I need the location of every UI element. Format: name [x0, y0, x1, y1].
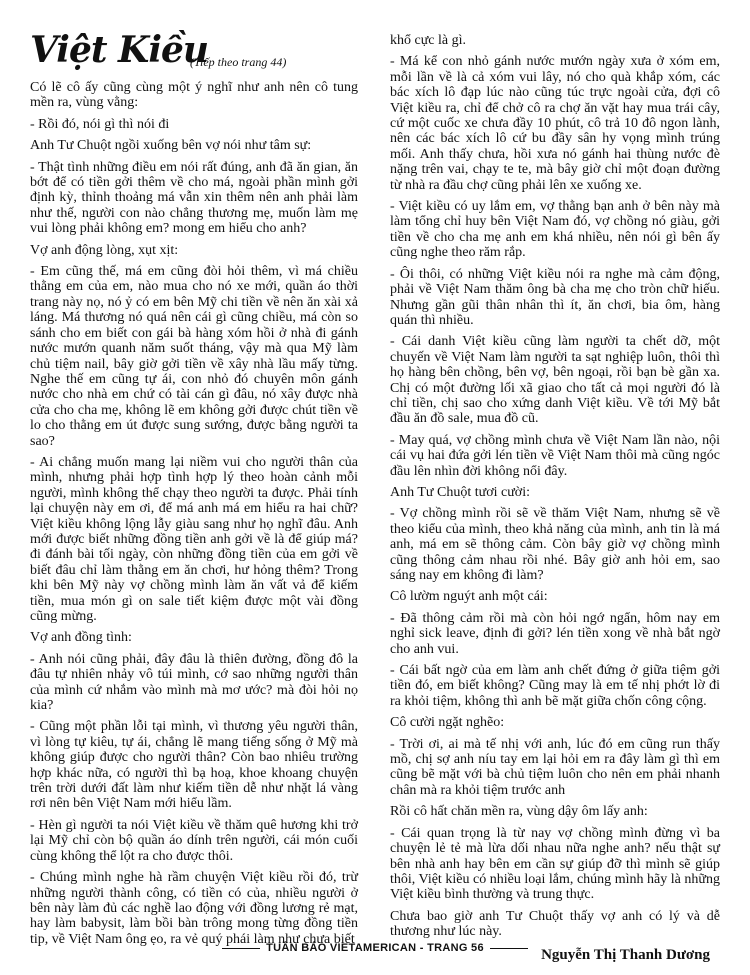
paragraph: - May quá, vợ chồng mình chưa về Việt Nam lần nào, nội cái vụ hai đứa gởi lén tiền về Việt Nam thôi mà cũng ngóc đầu lên nhìn đời không nổi đây. [390, 432, 720, 479]
paragraph: - Trời ơi, ai mà tế nhị với anh, lúc đó em cũng run thấy mồ, chị sợ anh níu tay em lại hỏi em ra đây làm gì thì em cũng bẽ mặt với bà chủ tiệm luôn cho nên em phải nhanh chân mà ra khỏi tiệm trước anh [390, 736, 720, 798]
paragraph: - Cũng một phần lỗi tại mình, vì thương yêu người thân, vì lòng tự kiêu, tự ái, chẳng lẽ mang tiếng sống ở Mỹ mà không giúp được cho người thân? Còn bao nhiêu trường hợp khác nữa, có người thì bạ hoạ, khoe khoang chuyện trên trời dưới đất làm như kiếm tiền dễ như nhặt lá vàng rơi nên bên Việt Nam mới hiểu lầm. [30, 719, 358, 812]
paragraph: Có lẽ cô ấy cũng cùng một ý nghĩ như anh nên cô tung mền ra, vùng vằng: [30, 80, 358, 111]
footer-rule-right [490, 948, 528, 949]
paragraph: Rồi cô hất chăn mền ra, vùng dậy ôm lấy anh: [390, 804, 648, 820]
article-column-left [30, 80, 358, 953]
paragraph: - Cái bất ngờ của em làm anh chết đứng ở giữa tiệm gởi tiền đó, em biết không? Cũng may là em tế nhị phớt lờ đi ra khỏi tiệm, không thì anh bẽ mặt giữa chốn công cộng. [390, 663, 720, 709]
author-signature: Nguyễn Thị Thanh Dương [541, 946, 710, 963]
paragraph: - Việt kiều có uy lắm em, vợ thằng bạn anh ở bên này mà làm tổng chỉ huy bên Việt Nam đó, vợ chồng nó giàu, gởi tiền về cho cha mẹ anh em khá nhiều, nên nói gì bên ấy cũng nghe theo răm rắp. [390, 199, 720, 261]
footer-text: TUẦN BÁO VIETAMERICAN - TRANG 56 [266, 942, 484, 954]
paragraph: Vợ anh đồng tình: [30, 630, 132, 646]
page-footer [0, 942, 750, 954]
paragraph: - Ôi thôi, có những Việt kiều nói ra nghe mà cảm động, phải về Việt Nam thăm ông bà cha mẹ cho tròn chữ hiếu. Nhưng gần gũi thân nhân thì ít, ăn chơi, bia ôm, hàng quán thì nhiều. [390, 266, 720, 328]
paragraph: - Em cũng thế, má em cũng đòi hỏi thêm, vì má chiều thằng em của em, nào mua cho nó xe mới, quần áo thời trang này nọ, nó ỷ có em bên Mỹ chi tiền về nên ăn xài xả láng. Má thương nó quá nên cái gì cũng chiều, má còn so sánh cho em biết con gái bà hàng xóm hồi ở nhà đi gánh nước mướn quanh năm suốt tháng, vậy mà qua Mỹ làm chủ tiệm nail, bây giờ gởi tiền về xây nhà lầu mấy từng. Nghe thế em cũng tự ái, con nhỏ đó chuyên môn gánh nước cho nhà em chứ có tài cán gì đâu, nó xây được nhà cửa cho cha mẹ, không lẽ em không gởi được chút tiền về lo cho thằng em út được sung sướng, được bằng người ta sao? [30, 264, 358, 449]
continued-note: (Tiếp theo trang 44) [190, 55, 287, 69]
paragraph: - Cái quan trọng là từ nay vợ chồng mình đừng vì ba chuyện lẻ tẻ mà lừa dối nhau nữa nghe anh? nếu thật sự bên nhà anh hay bên em cần sự giúp đỡ thì mình sẽ giúp thôi, Việt kiều có nhiều loại lắm, chúng mình hãy là những Việt kiều bình thường và trung thực. [390, 825, 720, 903]
paragraph: Cô cười ngặt nghẽo: [390, 715, 505, 731]
paragraph: Vợ anh động lòng, xụt xịt: [30, 242, 179, 258]
paragraph: khổ cực là gì. [390, 33, 467, 48]
footer-rule-left [222, 948, 260, 949]
paragraph: Chưa bao giờ anh Tư Chuột thấy vợ anh có lý và dễ thương như lúc này. [390, 908, 720, 940]
paragraph: - Rồi đó, nói gì thì nói đi [30, 116, 170, 132]
paragraph: - Đã thông cảm rồi mà còn hỏi ngớ ngẩn, hôm nay em nghỉ sick leave, định đi gởi? lén tiền xong về nhà bắt ngờ cho anh vui. [390, 610, 720, 657]
article-column-right [390, 33, 720, 963]
paragraph: - Chúng mình nghe hà rầm chuyện Việt kiều rồi đó, trừ những người thành công, có tiền có của, nhiều người ở bên này làm đủ các nghề lao động với đồng lương rẻ mạt, hay làm babysit, làm bồi bàn trông mong từng đồng tiền tip, về Việt Nam ông ẹo, ra vẻ quý phái làm như chưa biết [30, 870, 358, 947]
paragraph: Anh Tư Chuột ngồi xuống bên vợ nói như tâm sự: [30, 138, 312, 154]
paragraph: - Cái danh Việt kiều cũng làm người ta chết dỡ, một chuyến về Việt Nam làm người ta sạt nghiệp luôn, thôi thì họ hàng bên chồng, bên vợ, bên ngoại, rồi bạn bè gần xa. Chị có một đường lối xã giao cho tất cả mọi người đó là chỉ tiền, chị sao cho xứng danh Việt kiều. Về tới Mỹ bắt đầu ăn đồ sale, mua đồ cũ. [390, 334, 720, 427]
paragraph: - Ai chẳng muốn mang lại niềm vui cho người thân của mình, nhưng phải hợp tình hợp lý theo hoàn cảnh mỗi người, mình không thể chạy theo người ta được. Phải tính lại chuyện này em ơi, để má anh má em hiểu ra hai chữ? Việt kiều không lộng lẫy giàu sang như họ nghĩ đâu. Anh mới được biết những đồng tiền anh gởi về là để giúp má? đi đánh bài tối ngày, còn những đồng tiền của em gởi về biết đâu chỉ làm thằng em ăn chơi, hư hỏng thêm? Trong khi bên Mỹ này vợ chồng mình làm ăn vất vả để kiếm tiền, mua món gì on sale tiết kiệm được một vài đồng cũng mừng. [30, 454, 358, 624]
paragraph: Cô lườm nguýt anh một cái: [390, 589, 548, 605]
article-title: Việt Kiều [30, 29, 209, 71]
paragraph: - Vợ chồng mình rồi sẽ về thăm Việt Nam, nhưng sẽ về theo kiểu của mình, theo khả năng của mình, anh tin là má anh, má em sẽ thông cảm. Còn bây giờ vợ chồng mình cũng thông cảm nhau rồi nhé. Bây giờ anh hỏi em, sao sáng nay em không đi làm? [390, 506, 720, 583]
paragraph: - Má kể con nhỏ gánh nước mướn ngày xưa ở xóm em, mỗi lần về là cả xóm vui lây, nó cho quà khắp xóm, các bác xích lô đạp lúc nào cũng túc trực ngoài cửa, đợi cô Việt kiều ra, chỉ để chở cô ra chợ ăn vặt hay mua trái cây, cứ một cuốc xe chưa đầy 10 phút, cô trả 10 đô ngon lành, nên các bác xích lô cứ bu đầy sân hy vọng mình trúng mối. Anh thấy chưa, hồi xưa nó gánh hai thùng nước đè nặng trên vai, chạy te te, mà bây giờ chỉ một đoạn đường từ nhà ra đầu chợ cũng phải lên xe xuống xe. [390, 54, 720, 193]
paragraph: - Thật tình những điều em nói rất đúng, anh đã ăn gian, ăn bớt để có tiền gởi thêm về cho má, ngoài phần mình gởi định kỳ, thỉnh thoảng má vẫn xin thêm nên anh phải làm như thế, người con nào chẳng thương mẹ, muốn làm mẹ vui lòng phải không em? mong em hiểu cho anh? [30, 159, 358, 237]
paragraph: Anh Tư Chuột tươi cười: [390, 484, 530, 500]
paragraph: - Hèn gì người ta nói Việt kiều về thăm quê hương khi trở lại Mỹ chỉ còn bộ quần áo dính trên người, cái món cuối cùng không thể lột ra cho được thôi. [30, 817, 358, 864]
paragraph: - Anh nói cũng phải, đây đâu là thiên đường, đồng đô la đâu tự nhiên nhảy vô túi mình, cớ sao những người thân của mình cứ nhắm vào mình mà mơ ước? mà đòi hỏi nọ kia? [30, 651, 358, 714]
